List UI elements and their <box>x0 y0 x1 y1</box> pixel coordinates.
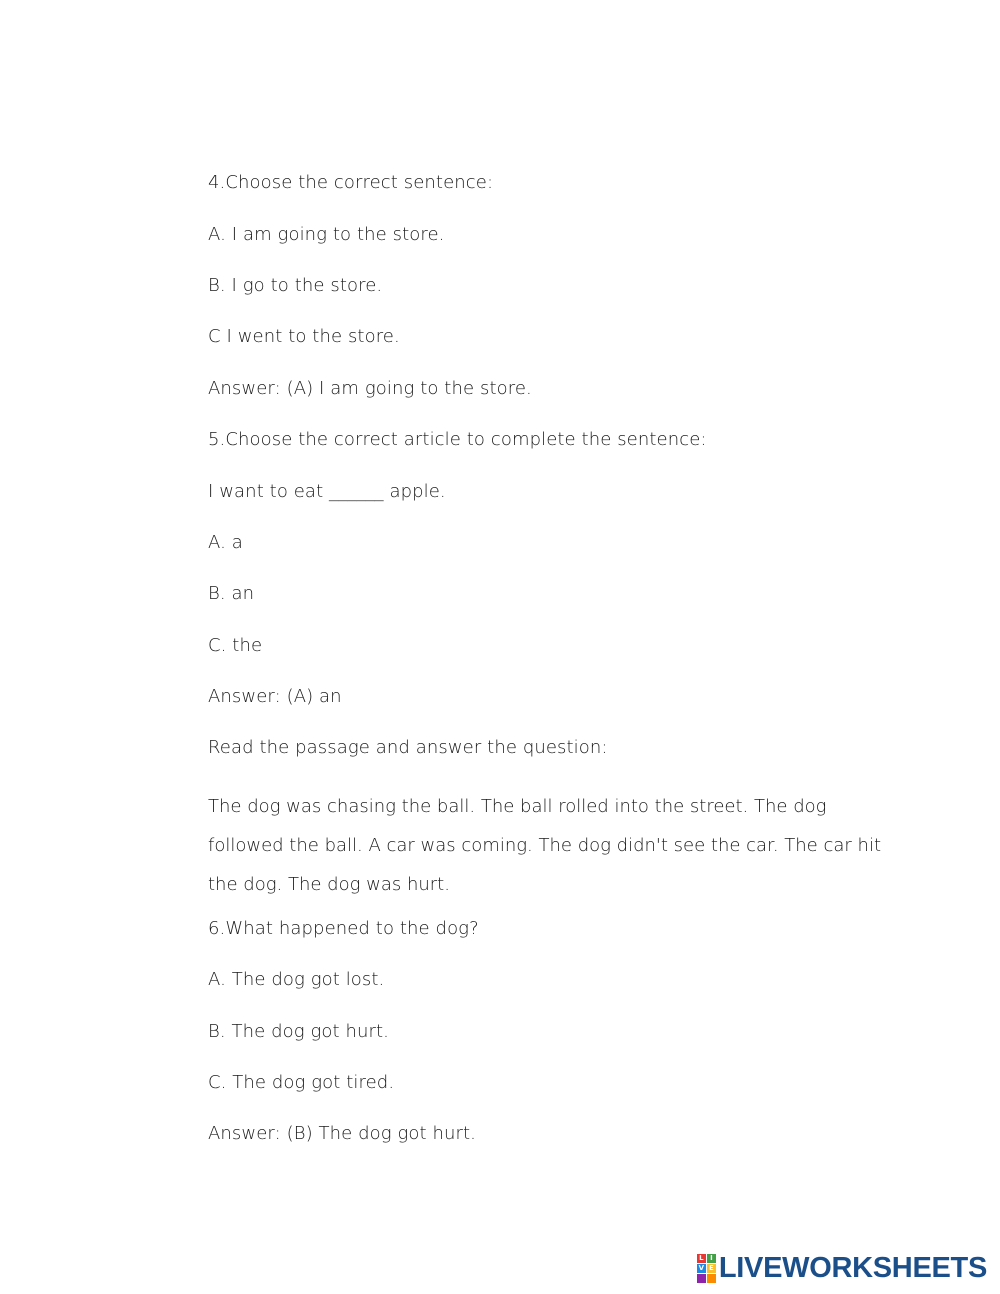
question-4-answer: Answer: (A) I am going to the store. <box>208 378 532 399</box>
question-4-option-c: C I went to the store. <box>208 326 400 347</box>
badge-letter <box>697 1274 706 1283</box>
question-6-option-a: A. The dog got lost. <box>208 969 385 990</box>
question-6-option-b: B. The dog got hurt. <box>208 1021 389 1042</box>
logo-wordmark: LIVEWORKSHEETS <box>718 1252 987 1284</box>
badge-letter: E <box>707 1264 716 1273</box>
question-5-option-b: B. an <box>208 583 255 604</box>
passage-line: followed the ball. A car was coming. The dog didn't see the car. The car hit <box>208 835 881 856</box>
badge-letter: L <box>697 1254 706 1263</box>
question-5-sentence: I want to eat ______ apple. <box>208 481 446 502</box>
question-5-answer: Answer: (A) an <box>208 686 342 707</box>
question-4-option-b: B. I go to the store. <box>208 275 383 296</box>
passage-line: the dog. The dog was hurt. <box>208 874 450 895</box>
logo-badge-icon <box>697 1254 716 1283</box>
reading-instruction: Read the passage and answer the question: <box>208 737 608 758</box>
question-5-prompt: 5.Choose the correct article to complete the sentence: <box>208 429 707 450</box>
badge-letter: I <box>707 1254 716 1263</box>
badge-letter: V <box>698 1263 705 1272</box>
passage-line: The dog was chasing the ball. The ball rolled into the street. The dog <box>208 796 827 817</box>
question-6-prompt: 6.What happened to the dog? <box>208 918 479 939</box>
question-5-option-a: A. a <box>208 532 243 553</box>
badge-letter <box>707 1274 716 1283</box>
question-6-answer: Answer: (B) The dog got hurt. <box>208 1123 476 1144</box>
reading-passage <box>208 787 881 904</box>
question-4-option-a: A. I am going to the store. <box>208 224 445 245</box>
question-4-prompt: 4.Choose the correct sentence: <box>208 172 494 193</box>
question-5-option-c: C. the <box>208 635 263 656</box>
question-6-option-c: C. The dog got tired. <box>208 1072 395 1093</box>
liveworksheets-logo[interactable] <box>697 1253 987 1283</box>
